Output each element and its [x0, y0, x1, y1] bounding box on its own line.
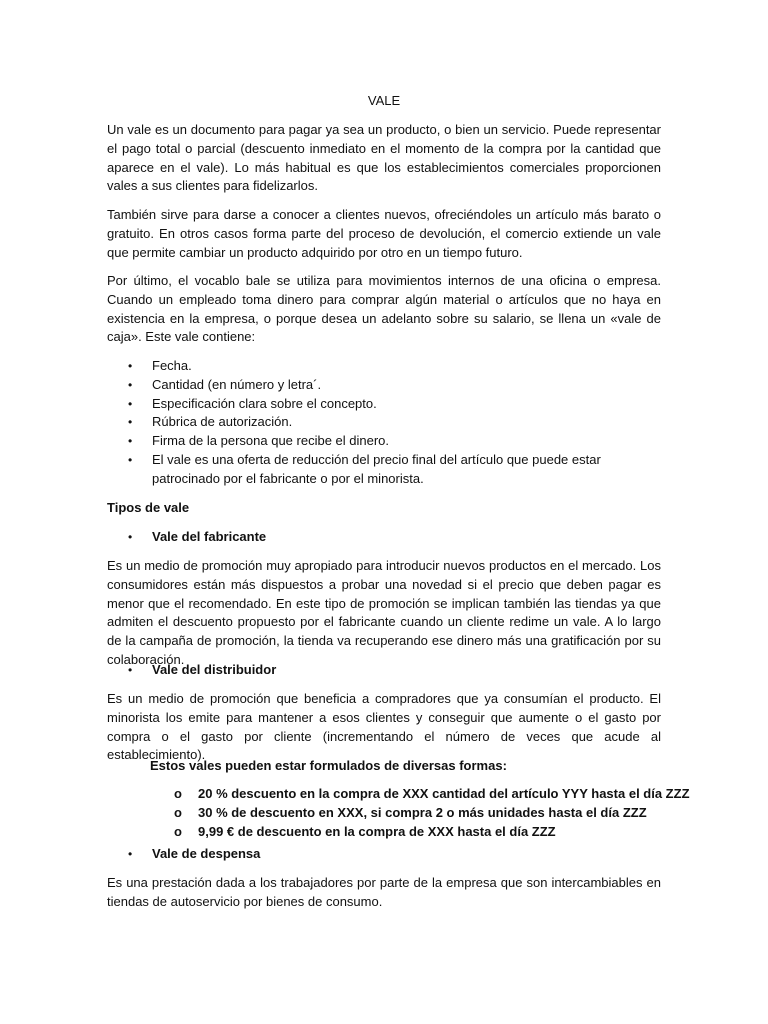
section-heading-tipos: Tipos de vale — [107, 500, 190, 515]
bullet-icon: • — [128, 415, 133, 430]
paragraph-distribuidor: Es un medio de promoción que beneficia a compradores que ya consumían el producto. El minorista los emite para mantener a esos clientes y conseguir que aumente o el gasto por compra o el gasto por cliente (incrementando el número de veces que acude al establecimiento). — [107, 691, 661, 763]
circle-bullet-icon: o — [174, 786, 182, 801]
paragraph-despensa: Es una prestación dada a los trabajadores por parte de la empresa que son intercambiables en tiendas de autoservicio por bienes de consumo. — [107, 875, 661, 909]
list-item: • Cantidad (en número y letra´. — [107, 376, 667, 395]
page-title: VALE — [367, 93, 401, 108]
list-item: • Fecha. — [107, 357, 667, 376]
list-item: o 9,99 € de descuento en la compra de XXX hasta el día ZZZ — [170, 823, 690, 842]
bullet-icon: • — [128, 434, 133, 449]
list-item: • Rúbrica de autorización. — [107, 413, 667, 432]
formas-list — [170, 785, 690, 841]
bullet-icon: • — [128, 359, 133, 373]
bullet-icon: • — [128, 396, 133, 411]
paragraph-definition: Un vale es un documento para pagar ya sea un producto, o bien un servicio. Puede representar el pago total o parcial (descuento inmediato en el momento de la compra por la cantidad que aparece en el vale). Lo más habitual es que los establecimientos comerciales proporcionen vales a sus clientes para fidelizarlos. — [107, 122, 661, 194]
paragraph-fabricante: Es un medio de promoción muy apropiado para introducir nuevos productos en el mercado. Los consumidores están más dispuestos a probar una novedad si el precio que deben pagar es menor que el recomendado. En este tipo de promoción se implican también las tiendas ya que admiten el descuento propuesto por el fabricante cuando un cliente redime un vale. A lo largo de la campaña de promoción, la tienda va recuperando ese dinero más una gratificación por su colaboración. — [107, 558, 661, 667]
bullet-icon: • — [128, 663, 133, 677]
paragraph-new-clients: También sirve para darse a conocer a clientes nuevos, ofreciéndoles un artículo más barato o gratuito. En otros casos forma parte del proceso de devolución, el comercio extiende un vale que permite cambiar un producto adquirido por otro en un tiempo futuro. — [107, 207, 661, 260]
list-item: o 30 % de descuento en XXX, si compra 2 o más unidades hasta el día ZZZ — [170, 804, 690, 823]
bullet-icon: • — [128, 452, 133, 467]
document-page: VALE Un vale es un documento para pagar ya sea un producto, o bien un servicio. Puede representar el pago total o parcial (descuento inmediato en el momento de la compra por la cantidad que aparece en el vale). Lo más habitual es que los establecimientos comerciales proporcionen vales a sus clientes para fidelizarlos. También sirve para darse a conocer a clientes nuevos, ofreciéndoles un artículo más barato o gratuito. En otros casos forma parte del proceso de devolución, el comercio extiende un vale que permite cambiar un producto adquirido por otro en un tiempo futuro. Por último, el vocablo bale se utiliza para movimientos internos de una oficina o empresa. Cuando un empleado toma dinero para comprar algún material o artículos que no haya en existencia en la empresa, o porque desea un adelanto sobre su salario, se llena un «vale de caja». Este vale contiene: • Fecha. • Cantidad (en número y letra´. • Especificación clara sobre el concepto. • Rúbrica de autorización. • Firma de la persona que recibe el dinero. • El vale es una oferta de reducción del precio final del artículo que puede estar patrocinado por el fabricante o por el minorista. Tipos de vale • Vale del fabricante Es un medio de promoción muy apropiado para introducir nuevos productos en el mercado. Los consumidores están más dispuestos a probar una novedad si el precio que deben pagar es menor que el recomendado. En este tipo de promoción se implican también las tiendas ya que admiten el descuento propuesto por el fabricante cuando un cliente redime un vale. A lo largo de la campaña de promoción, la tienda va recuperando ese dinero más una gratificación por su colaboración. • Vale del distribuidor Es un medio de promoción que beneficia a compradores que ya consumían el producto. El minorista los emite para mantener a esos clientes y conseguir que aumente o el gasto por compra o el gasto por cliente (incrementando el número de veces que acude al establecimiento). Estos vales pueden estar formulados de diversas formas: o 20 % descuento en la compra de XXX cantidad del artículo YYY hasta el día ZZZ o 30 % de descuento en XXX, si compra 2 o más unidades hasta el día ZZZ o 9,99 € de descuento en la compra de XXX hasta el día ZZZ • Vale de despensa Es una prestación dada a los trabajadores por parte de la empresa que son intercambiables en tiendas de autoservicio por bienes de consumo. — [0, 0, 768, 1024]
circle-bullet-icon: o — [174, 804, 182, 820]
paragraph-internal-use: Por último, el vocablo bale se utiliza para movimientos internos de una oficina o empresa. Cuando un empleado toma dinero para comprar algún material o artículos que no haya en existencia en la empresa, o porque desea un adelanto sobre su salario, se llena un «vale de caja». Este vale contiene: — [107, 273, 661, 345]
list-item: • El vale es una oferta de reducción del precio final del artículo que puede estar patrocinado por el fabricante o por el minorista. — [128, 451, 601, 486]
bullet-icon: • — [128, 377, 133, 392]
list-item: • Firma de la persona que recibe el dinero. — [107, 432, 667, 451]
contents-list — [107, 357, 667, 489]
bullet-icon: • — [128, 530, 133, 544]
bullet-icon: • — [128, 847, 133, 861]
formas-heading: Estos vales pueden estar formulados de diversas formas: — [150, 758, 507, 773]
list-item: o 20 % descuento en la compra de XXX cantidad del artículo YYY hasta el día ZZZ — [170, 785, 690, 804]
circle-bullet-icon: o — [174, 823, 182, 839]
list-item: • Especificación clara sobre el concepto. — [107, 395, 667, 414]
